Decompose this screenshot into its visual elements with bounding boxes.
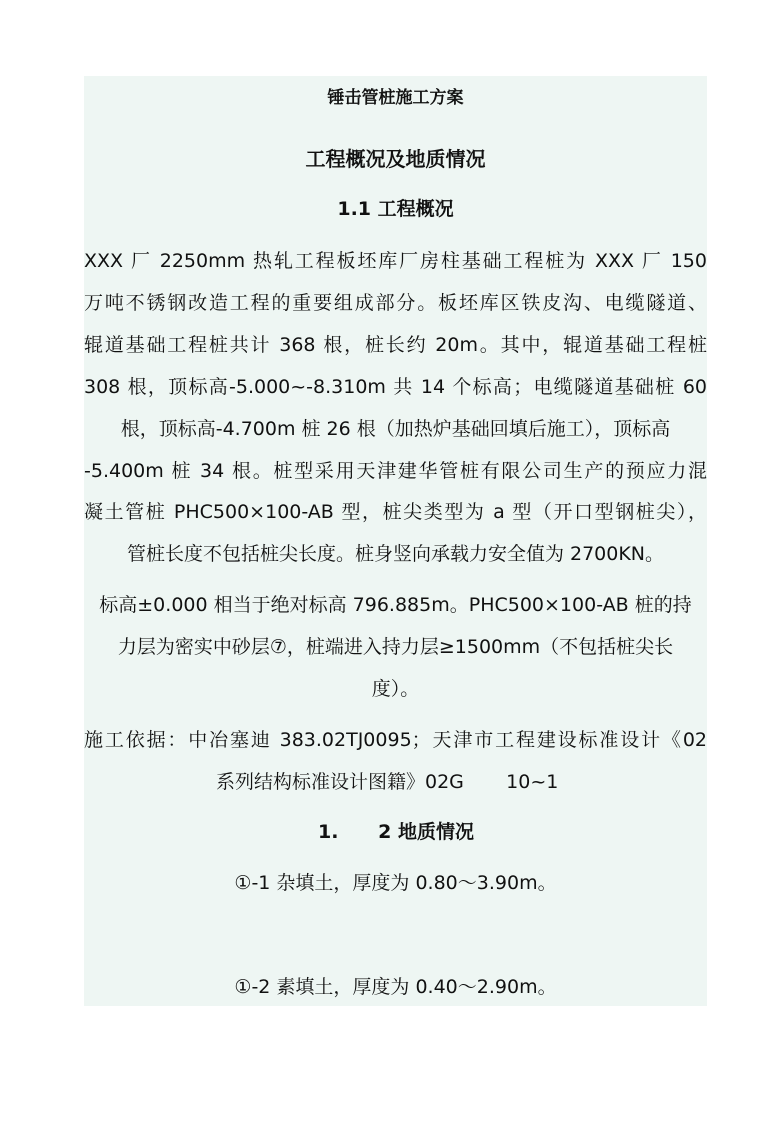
- section-heading: 工程概况及地质情况: [305, 147, 486, 171]
- paragraph-1-line-5: 根，顶标高-4.700m 桩 26 根（加热炉基础回填后施工），顶标高: [120, 418, 671, 440]
- geology-item-2: ①-2 素填土，厚度为 0.40～2.90m。: [234, 976, 557, 998]
- paragraph-1-line-8: 管桩长度不包括桩尖长度。桩身竖向承载力安全值为 2700KN。: [126, 543, 665, 565]
- paragraph-2-line-1: 标高±0.000 相当于绝对标高 796.885m。PHC500×100-AB 桩的持: [99, 594, 692, 616]
- subsection-heading-2: 1. 2 地质情况: [318, 821, 474, 843]
- paragraph-3-line-2: 系列结构标准设计图籍》02G 10~1: [216, 771, 559, 793]
- paragraph-1-line-7: 凝土管桩 PHC500×100-AB 型，桩尖类型为 a 型（开口型钢桩尖），: [84, 501, 707, 523]
- paragraph-1-line-2: 万吨不锈钢改造工程的重要组成部分。板坯库区铁皮沟、电缆隧道、: [84, 292, 707, 314]
- paragraph-2-line-3: 度）。: [371, 678, 420, 700]
- paragraph-3-line-1: 施工依据：中冶塞迪 383.02TJ0095；天津市工程建设标准设计《02: [84, 729, 707, 751]
- paragraph-1-line-1: XXX 厂 2250mm 热轧工程板坯库厂房柱基础工程桩为 XXX 厂 150: [84, 250, 707, 272]
- paragraph-1-line-4: 308 根，顶标高-5.000~-8.310m 共 14 个标高；电缆隧道基础桩 60: [84, 376, 707, 398]
- paragraph-1-line-3: 辊道基础工程桩共计 368 根，桩长约 20m。其中，辊道基础工程桩: [84, 334, 707, 356]
- document-title: 锤击管桩施工方案: [327, 88, 464, 108]
- paragraph-1-line-6: -5.400m 桩 34 根。桩型采用天津建华管桩有限公司生产的预应力混: [84, 460, 707, 482]
- geology-item-1: ①-1 杂填土，厚度为 0.80～3.90m。: [234, 872, 557, 894]
- subsection-heading-1: 1.1 工程概况: [337, 198, 454, 220]
- paragraph-2-line-2: 力层为密实中砂层⑦，桩端进入持力层≥1500mm（不包括桩尖长: [117, 636, 674, 658]
